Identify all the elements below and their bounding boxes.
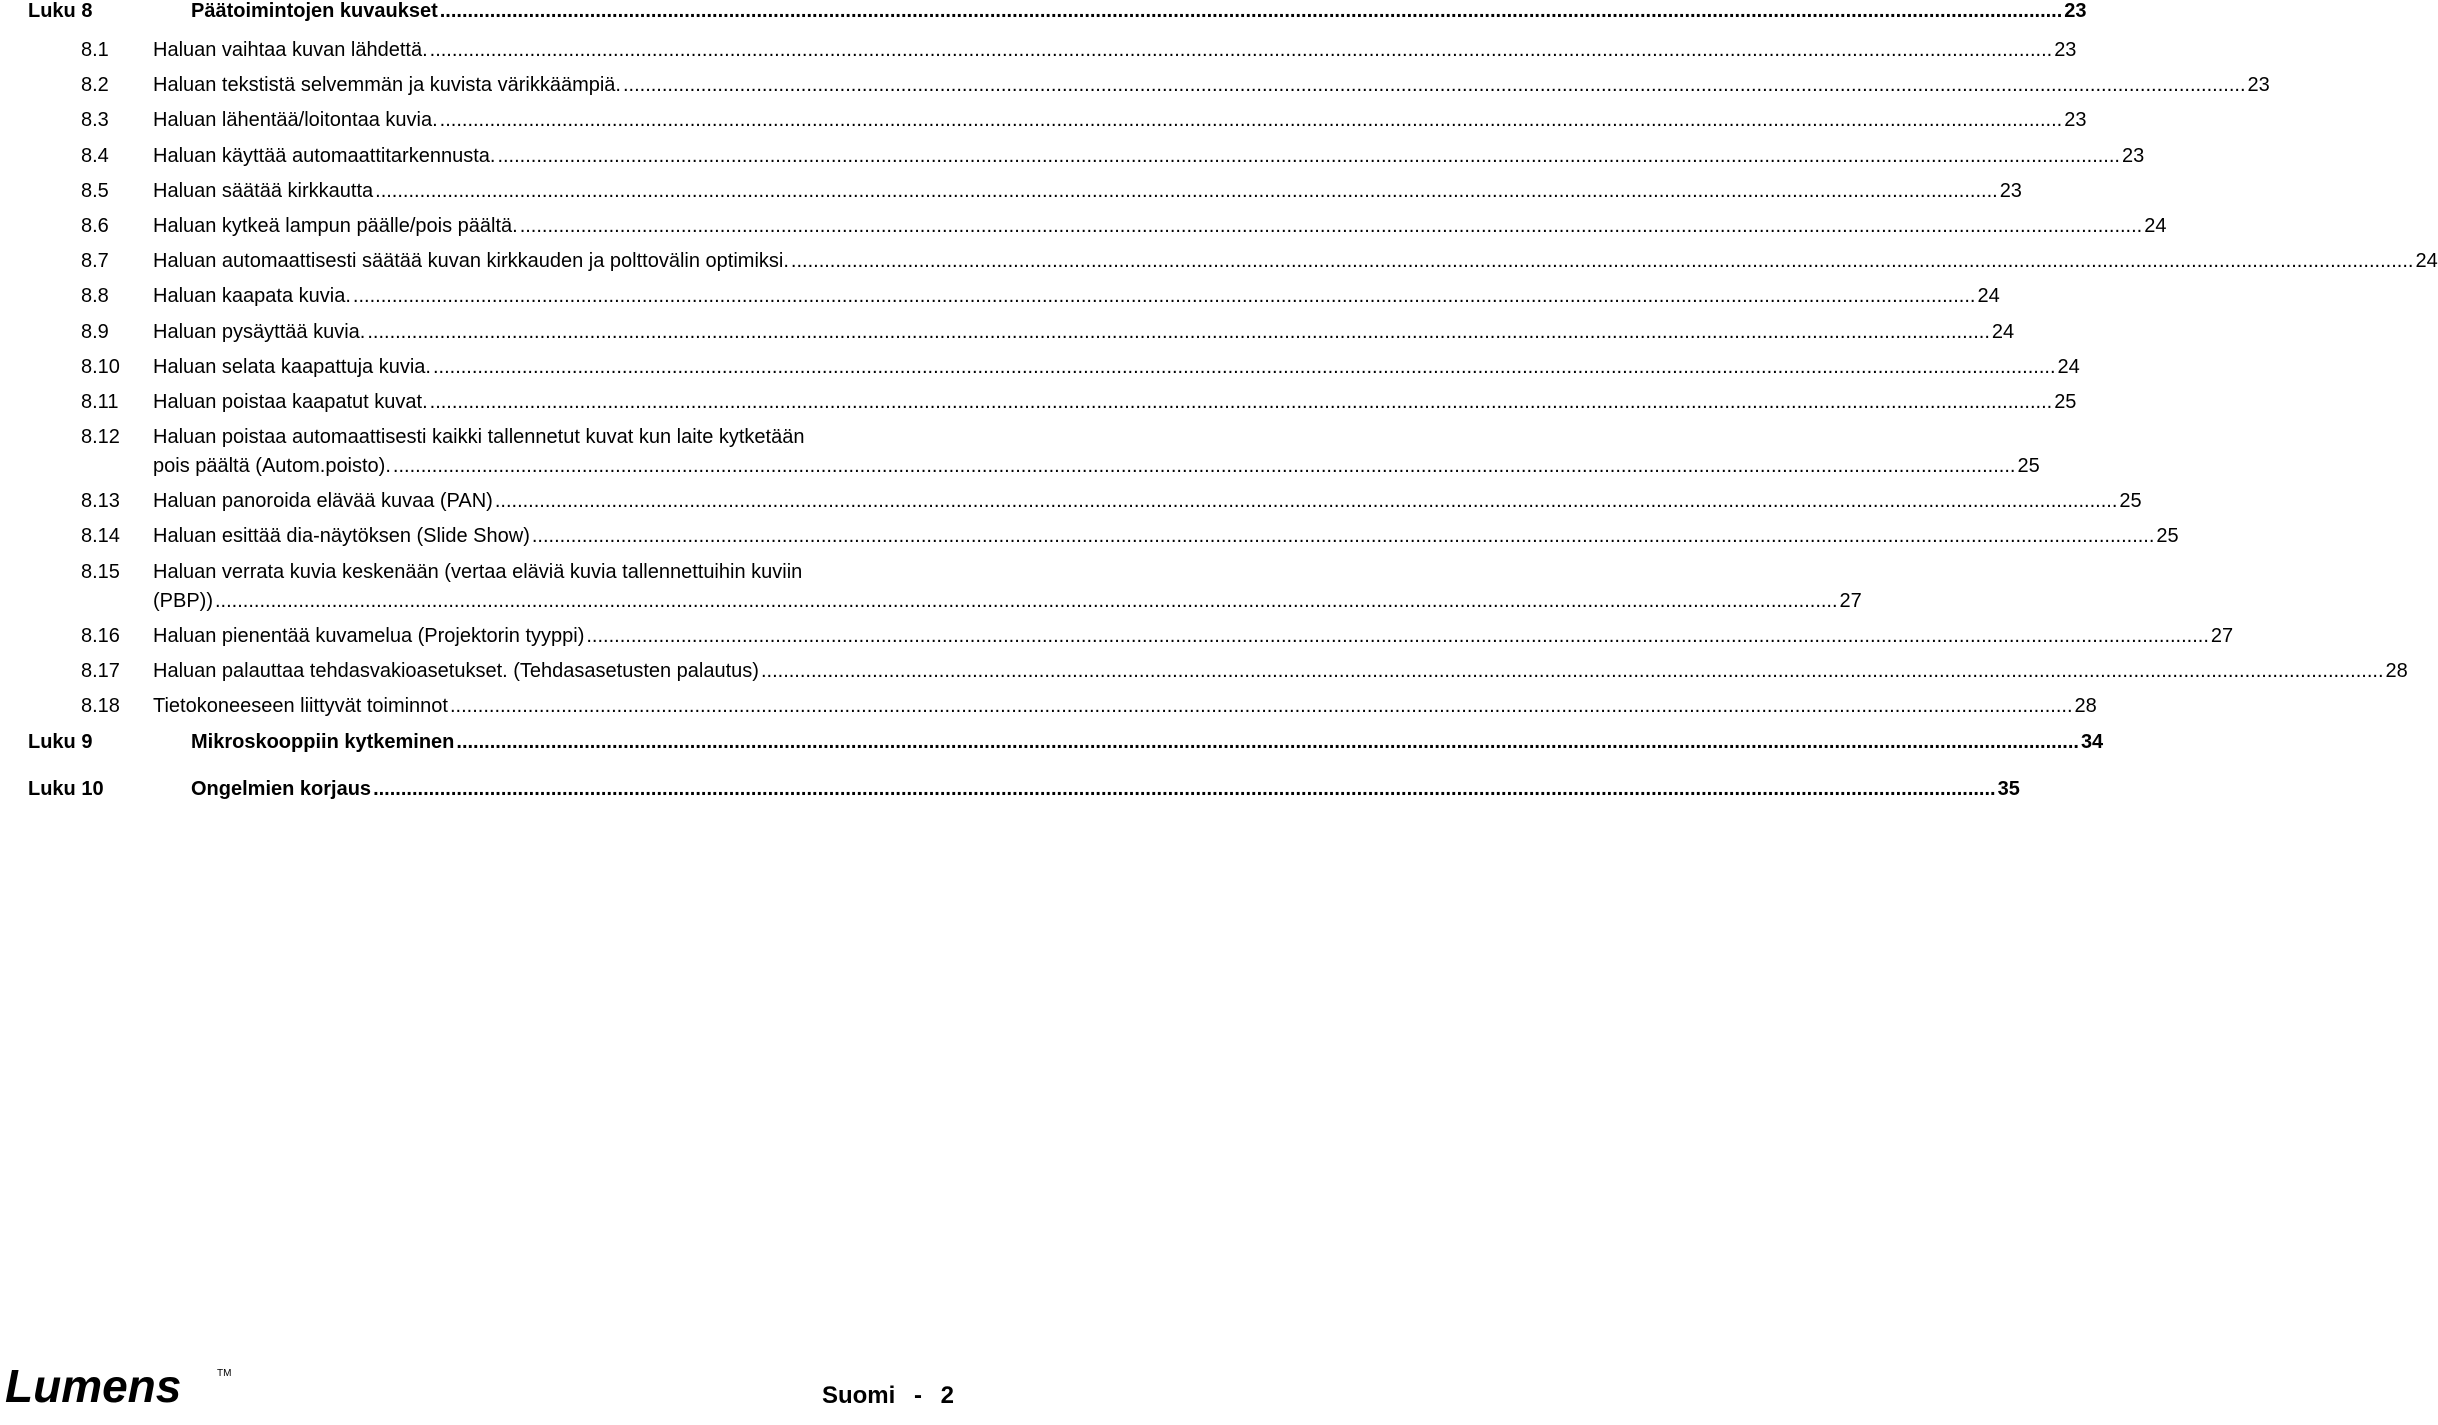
entry-title-line	[153, 177, 2022, 206]
dot-leader	[761, 657, 2384, 686]
dot-leader	[791, 247, 2414, 276]
entry-number: 8.16	[81, 624, 120, 647]
entry-title-line	[153, 212, 2166, 241]
entry-title-line	[153, 247, 2438, 276]
entry-title-line: Haluan poistaa automaattisesti kaikki tallennetut kuvat kun laite kytketään	[153, 426, 805, 449]
entry-number: 8.2	[81, 74, 109, 97]
toc-chapter-8[interactable]	[28, 0, 2087, 28]
entry-number: 8.13	[81, 490, 120, 513]
entry-body	[153, 353, 2080, 382]
entry-title: Haluan vaihtaa kuvan lähdettä.	[153, 39, 428, 61]
entry-title-line	[153, 692, 2097, 721]
entry-number: 8.6	[81, 214, 109, 237]
toc-chapter-9[interactable]	[28, 731, 2104, 759]
entry-number: 8.8	[81, 285, 109, 308]
entry-body	[153, 423, 2040, 481]
entry-page: 27	[1839, 589, 1862, 612]
entry-body	[153, 282, 2000, 311]
toc-entry[interactable]	[81, 247, 2438, 276]
entry-page: 23	[2054, 39, 2077, 61]
entry-number: 8.15	[81, 560, 120, 583]
entry-body	[153, 247, 2438, 276]
chapter-8-entries	[81, 36, 2438, 721]
dot-leader	[623, 71, 2246, 100]
toc-entry[interactable]	[81, 282, 2000, 311]
toc-entry[interactable]	[81, 36, 2077, 65]
entry-title-line	[153, 657, 2408, 686]
entry-title-line	[153, 587, 1862, 616]
entry-title-line	[153, 36, 2076, 65]
entry-title: Haluan säätää kirkkautta	[153, 179, 374, 202]
chapter-page: 34	[2080, 731, 2104, 754]
entry-page: 23	[2247, 74, 2270, 97]
lumens-logo	[5, 1362, 235, 1417]
entry-body	[153, 692, 2097, 721]
entry-title: Haluan automaattisesti säätää kuvan kirkkauden ja polttovälin optimiksi.	[153, 250, 789, 273]
entry-number: 8.12	[81, 426, 120, 449]
entry-page: 23	[2064, 109, 2087, 132]
dot-leader	[456, 731, 2079, 754]
entry-title-line	[153, 318, 2014, 347]
entry-page: 23	[2121, 144, 2145, 167]
dot-leader	[520, 212, 2143, 241]
table-of-contents	[28, 0, 2438, 806]
entry-title-line	[153, 452, 2040, 481]
dot-leader	[430, 388, 2053, 417]
entry-body	[153, 622, 2233, 651]
entry-page: 27	[2210, 624, 2234, 647]
entry-title-line	[153, 142, 2144, 171]
chapter-page: 35	[1997, 778, 2020, 801]
footer-page-number: 2	[940, 1382, 954, 1409]
entry-title: Haluan palauttaa tehdasvakioasetukset. (Tehdasasetusten palautus)	[153, 660, 759, 682]
entry-body	[153, 36, 2076, 65]
lumens-logo-icon	[5, 1362, 235, 1412]
entry-page: 24	[1977, 285, 2000, 308]
entry-page: 24	[2415, 250, 2438, 273]
entry-body	[153, 106, 2086, 135]
entry-page: 24	[1991, 320, 2015, 343]
entry-title-line	[153, 71, 2270, 100]
toc-entry[interactable]	[81, 142, 2145, 171]
entry-body	[153, 318, 2014, 347]
entry-page: 25	[2119, 490, 2142, 513]
toc-entry[interactable]	[81, 106, 2087, 135]
entry-number: 8.17	[81, 660, 120, 682]
toc-entry[interactable]	[81, 522, 2179, 551]
toc-entry[interactable]	[81, 423, 2040, 481]
dot-leader	[215, 587, 1838, 616]
entry-body	[153, 388, 2076, 417]
dot-leader	[367, 318, 1990, 347]
entry-number: 8.14	[81, 525, 120, 548]
toc-entry[interactable]	[81, 622, 2234, 651]
dot-leader	[440, 0, 2063, 23]
entry-number: 8.7	[81, 250, 109, 273]
chapter-number: Luku 10	[28, 778, 104, 801]
trademark-mark: TM	[217, 1368, 232, 1379]
entry-body	[153, 487, 2142, 516]
chapter-number: Luku 8	[28, 0, 93, 22]
toc-entry[interactable]	[81, 353, 2080, 382]
entry-body	[153, 522, 2179, 551]
entry-body	[153, 657, 2408, 686]
entry-page: 23	[1999, 179, 2022, 202]
toc-chapter-10[interactable]	[28, 778, 2020, 806]
entry-body	[153, 71, 2270, 100]
dot-leader	[532, 522, 2155, 551]
entry-title: Haluan kytkeä lampun päälle/pois päältä.	[153, 214, 518, 237]
toc-entry[interactable]	[81, 71, 2270, 100]
chapter-title: Mikroskooppiin kytkeminen	[191, 731, 455, 754]
dot-leader	[440, 106, 2063, 135]
entry-title: Tietokoneeseen liittyvät toiminnot	[153, 695, 448, 718]
entry-title-line	[153, 522, 2179, 551]
toc-entry[interactable]	[81, 318, 2015, 347]
dot-leader	[497, 142, 2120, 171]
entry-title: pois päältä (Autom.poisto).	[153, 455, 391, 478]
entry-number: 8.9	[81, 320, 109, 343]
entry-title-line	[153, 353, 2080, 382]
entry-title: Haluan panoroida elävää kuvaa (PAN)	[153, 490, 493, 513]
entry-body	[153, 142, 2144, 171]
dot-leader	[586, 622, 2209, 651]
entry-body	[153, 177, 2022, 206]
toc-entry[interactable]	[81, 212, 2167, 241]
toc-entry[interactable]	[81, 388, 2077, 417]
chapter-title: Päätoimintojen kuvaukset	[191, 0, 438, 22]
entry-page: 24	[2057, 355, 2080, 378]
dot-leader	[393, 452, 2016, 481]
page-footer	[822, 1382, 954, 1410]
entry-page: 25	[2156, 525, 2179, 548]
entry-number: 8.3	[81, 109, 109, 132]
toc-entry[interactable]	[81, 558, 1862, 616]
entry-page: 28	[2385, 660, 2408, 682]
entry-number: 8.1	[81, 39, 109, 61]
entry-title: Haluan pysäyttää kuvia.	[153, 320, 366, 343]
entry-number: 8.5	[81, 179, 109, 202]
entry-page: 24	[2144, 214, 2167, 237]
entry-title: (PBP))	[153, 589, 213, 612]
logo-wordmark: Lumens	[5, 1360, 182, 1412]
entry-page: 25	[2054, 390, 2077, 413]
entry-title-line	[153, 388, 2076, 417]
entry-title-line: Haluan verrata kuvia keskenään (vertaa eläviä kuvia tallennettuihin kuviin	[153, 560, 803, 583]
dot-leader	[450, 692, 2073, 721]
entry-title: Haluan selata kaapattuja kuvia.	[153, 355, 431, 378]
entry-title: Haluan pienentää kuvamelua (Projektorin tyyppi)	[153, 624, 585, 647]
entry-title: Haluan poistaa kaapatut kuvat.	[153, 390, 428, 413]
toc-entry[interactable]	[81, 177, 2022, 206]
entry-title: Haluan kaapata kuvia.	[153, 285, 351, 308]
entry-number: 8.11	[81, 390, 119, 413]
dot-leader	[433, 353, 2056, 382]
chapter-page: 23	[2064, 0, 2087, 22]
dot-leader	[430, 36, 2053, 65]
entry-number: 8.18	[81, 695, 120, 718]
toc-entry[interactable]	[81, 692, 2097, 721]
chapter-title: Ongelmien korjaus	[191, 778, 372, 801]
entry-title-line	[153, 106, 2086, 135]
entry-page: 28	[2074, 695, 2097, 718]
toc-entry[interactable]	[81, 487, 2142, 516]
entry-body	[153, 212, 2166, 241]
entry-body	[153, 558, 1862, 616]
entry-number: 8.10	[81, 355, 120, 378]
footer-separator: -	[913, 1382, 922, 1409]
dot-leader	[375, 177, 1998, 206]
dot-leader	[353, 282, 1976, 311]
entry-page: 25	[2017, 455, 2040, 478]
entry-title: Haluan esittää dia-näytöksen (Slide Show)	[153, 525, 530, 548]
entry-title-line	[153, 487, 2142, 516]
entry-title-line	[153, 282, 2000, 311]
entry-number: 8.4	[81, 144, 109, 167]
footer-language: Suomi	[821, 1382, 896, 1409]
dot-leader	[495, 487, 2118, 516]
toc-entry[interactable]	[81, 657, 2408, 686]
entry-title: Haluan käyttää automaattitarkennusta.	[153, 144, 496, 167]
chapter-number: Luku 9	[28, 731, 93, 754]
dot-leader	[373, 778, 1996, 801]
entry-title: Haluan lähentää/loitontaa kuvia.	[153, 109, 438, 132]
entry-title: Haluan tekstistä selvemmän ja kuvista värikkäämpiä.	[153, 74, 621, 97]
entry-title-line	[153, 622, 2233, 651]
